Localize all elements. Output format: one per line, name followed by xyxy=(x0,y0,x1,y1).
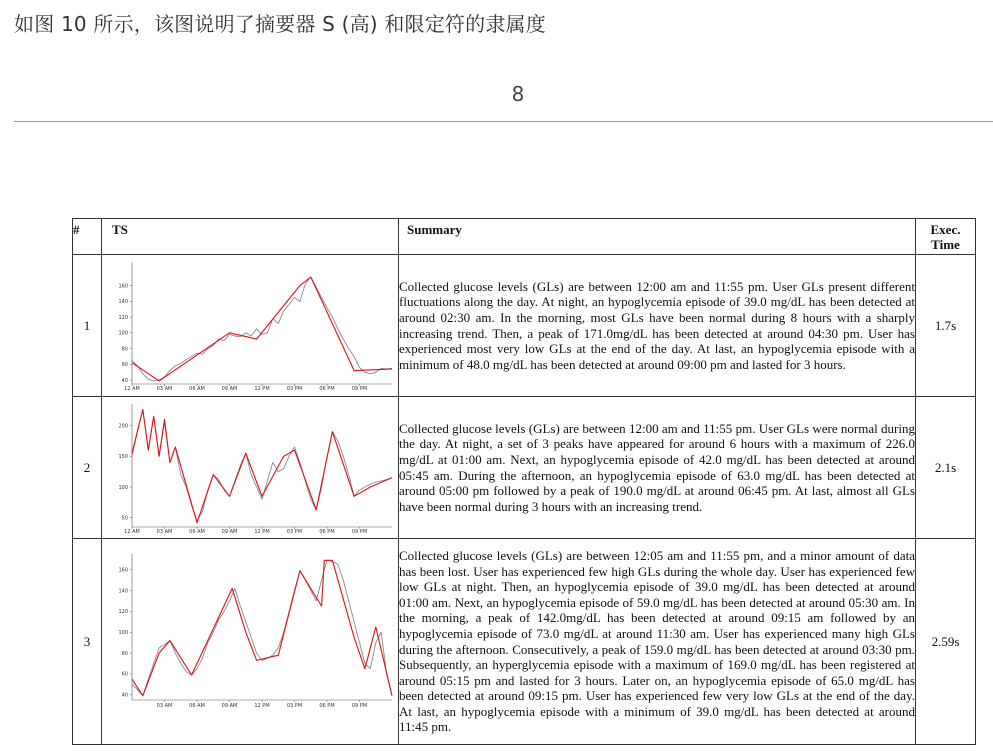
header-exec-time xyxy=(916,219,976,255)
x-tick-label: 09 PM xyxy=(351,528,368,535)
x-tick-label: 03 PM xyxy=(286,702,303,709)
y-tick-label: 100 xyxy=(118,330,128,337)
x-tick-label: 06 AM xyxy=(189,528,205,535)
x-tick-label: 12 PM xyxy=(254,385,270,392)
y-tick-label: 200 xyxy=(118,422,128,429)
y-tick-label: 140 xyxy=(118,298,128,305)
exec-time: 2.59s xyxy=(916,539,976,745)
y-tick-label: 160 xyxy=(118,282,128,289)
summary-text: Collected glucose levels (GLs) are between 12:00 am and 11:55 pm. User GLs were normal during the day. At night, a set of 3 peaks have appeared for around 6 hours with a maximum of 226.0 mg/dL at 01:00 am. Next, an hypoglycemia episode of 42.0 mg/dL has been detected at around 05:45 am. During the afternoon, an hypoglycemia episode of 63.0 mg/dL has been detected at around 05:00 pm followed by a peak of 190.0 mg/dL at around 06:45 pm. At last, almost all GLs have been normal during 3 hours with an increasing trend. xyxy=(399,397,916,539)
y-tick-label: 40 xyxy=(121,377,128,384)
x-tick-label: 12 AM xyxy=(124,385,140,392)
x-tick-label: 06 PM xyxy=(319,528,335,535)
table-row xyxy=(73,539,976,745)
y-tick-label: 100 xyxy=(118,484,128,491)
summary-trend-line xyxy=(132,409,392,522)
header-rule xyxy=(14,121,993,122)
row-number: 1 xyxy=(73,255,102,397)
page-number: 8 xyxy=(511,82,525,106)
x-tick-label: 06 PM xyxy=(319,385,335,392)
x-tick-label: 03 AM xyxy=(156,528,173,535)
results-table xyxy=(72,218,976,745)
glucose-chart-3 xyxy=(102,540,399,744)
figure-caption: 如图 10 所示，该图说明了摘要器 S (高) 和限定符的隶属度 xyxy=(14,12,546,36)
summary-text: Collected glucose levels (GLs) are between 12:00 am and 11:55 pm. User GLs present different fluctuations along the day. At night, an hypoglycemia episode of 39.0 mg/dL has been detected at around 02:30 am. In the morning, most GLs have been normal during 8 hours with a sharply increasing trend. Then, a peak of 171.0mg/dL has been detected at around 04:30 pm. User has experienced most very low GLs at the end of the day. At last, an hypoglycemia episode with a minimum of 48.0 mg/dL has been detected at around 09:00 pm and lasted for 3 hours. xyxy=(399,255,916,397)
ts-plot-cell xyxy=(102,539,399,745)
x-tick-label: 06 PM xyxy=(319,702,335,709)
header-summary: Summary xyxy=(399,219,916,255)
header-exec-time-line1: Exec. xyxy=(930,222,961,237)
y-tick-label: 140 xyxy=(118,587,128,594)
x-tick-label: 09 AM xyxy=(221,528,238,535)
x-tick-label: 12 AM xyxy=(124,528,140,535)
x-tick-label: 03 AM xyxy=(156,385,173,392)
x-tick-label: 12 PM xyxy=(254,528,270,535)
table-header-row xyxy=(73,219,976,255)
row-number: 3 xyxy=(73,539,102,745)
glucose-chart-1 xyxy=(102,256,399,396)
row-number: 2 xyxy=(73,397,102,539)
x-tick-label: 09 AM xyxy=(221,385,238,392)
y-tick-label: 120 xyxy=(118,608,128,615)
exec-time: 2.1s xyxy=(916,397,976,539)
y-tick-label: 50 xyxy=(121,515,128,522)
x-tick-label: 09 PM xyxy=(351,702,368,709)
glucose-series-line xyxy=(132,277,392,381)
y-tick-label: 40 xyxy=(121,692,128,699)
y-tick-label: 100 xyxy=(118,629,128,636)
y-tick-label: 150 xyxy=(118,453,128,460)
summary-trend-line xyxy=(132,277,392,381)
table-row xyxy=(73,397,976,539)
y-tick-label: 60 xyxy=(121,671,128,678)
exec-time: 1.7s xyxy=(916,255,976,397)
table-row xyxy=(73,255,976,397)
summary-trend-line xyxy=(132,560,392,696)
y-tick-label: 120 xyxy=(118,314,128,321)
x-tick-label: 03 PM xyxy=(286,528,303,535)
y-tick-label: 80 xyxy=(121,345,128,352)
ts-plot-cell xyxy=(102,397,399,539)
x-tick-label: 03 PM xyxy=(286,385,303,392)
header-ts: TS xyxy=(102,219,399,255)
ts-plot-cell xyxy=(102,255,399,397)
x-tick-label: 12 PM xyxy=(254,702,270,709)
summary-text: Collected glucose levels (GLs) are between 12:05 am and 11:55 pm, and a minor amount of data has been lost. User has experienced few high GLs during the whole day. User has experienced few low GLs at night. Then, an hypoglycemia episode of 39.0 mg/dL has been detected at around 01:00 am. Next, an hypoglycemia episode of 59.0 mg/dL has been detected at around 05:30 am. In the morning, a peak of 142.0mg/dL has been detected at around 09:15 am followed by an hypoglycemia episode of 73.0 mg/dL at around 11:30 am. User has experienced many high GLs during the afternoon. Consecutively, a peak of 159.0 mg/dL has been detected at around 03:30 pm. Subsequently, an hyperglycemia episode with a maximum of 169.0 mg/dL has been registered at around 05:15 pm and lasted for 3 hours. Later on, an hypoglycemia episode of 65.0 mg/dL has been detected at around 09:15 pm. User has experienced few very low GLs at the end of the day. At last, an hypoglycemia episode with a minimum of 39.0 mg/dL has been detected at around 11:45 pm. xyxy=(399,539,916,745)
y-tick-label: 60 xyxy=(121,361,128,368)
glucose-chart-2 xyxy=(102,398,399,538)
x-tick-label: 06 AM xyxy=(189,702,205,709)
glucose-series-line xyxy=(132,409,392,520)
x-tick-label: 09 AM xyxy=(221,702,238,709)
y-tick-label: 80 xyxy=(121,650,128,657)
header-exec-time-line2: Time xyxy=(931,237,960,252)
glucose-series-line xyxy=(132,560,392,696)
x-tick-label: 06 AM xyxy=(189,385,205,392)
x-tick-label: 03 AM xyxy=(156,702,173,709)
x-tick-label: 09 PM xyxy=(351,385,368,392)
y-tick-label: 160 xyxy=(118,566,128,573)
header-num: # xyxy=(73,219,102,255)
